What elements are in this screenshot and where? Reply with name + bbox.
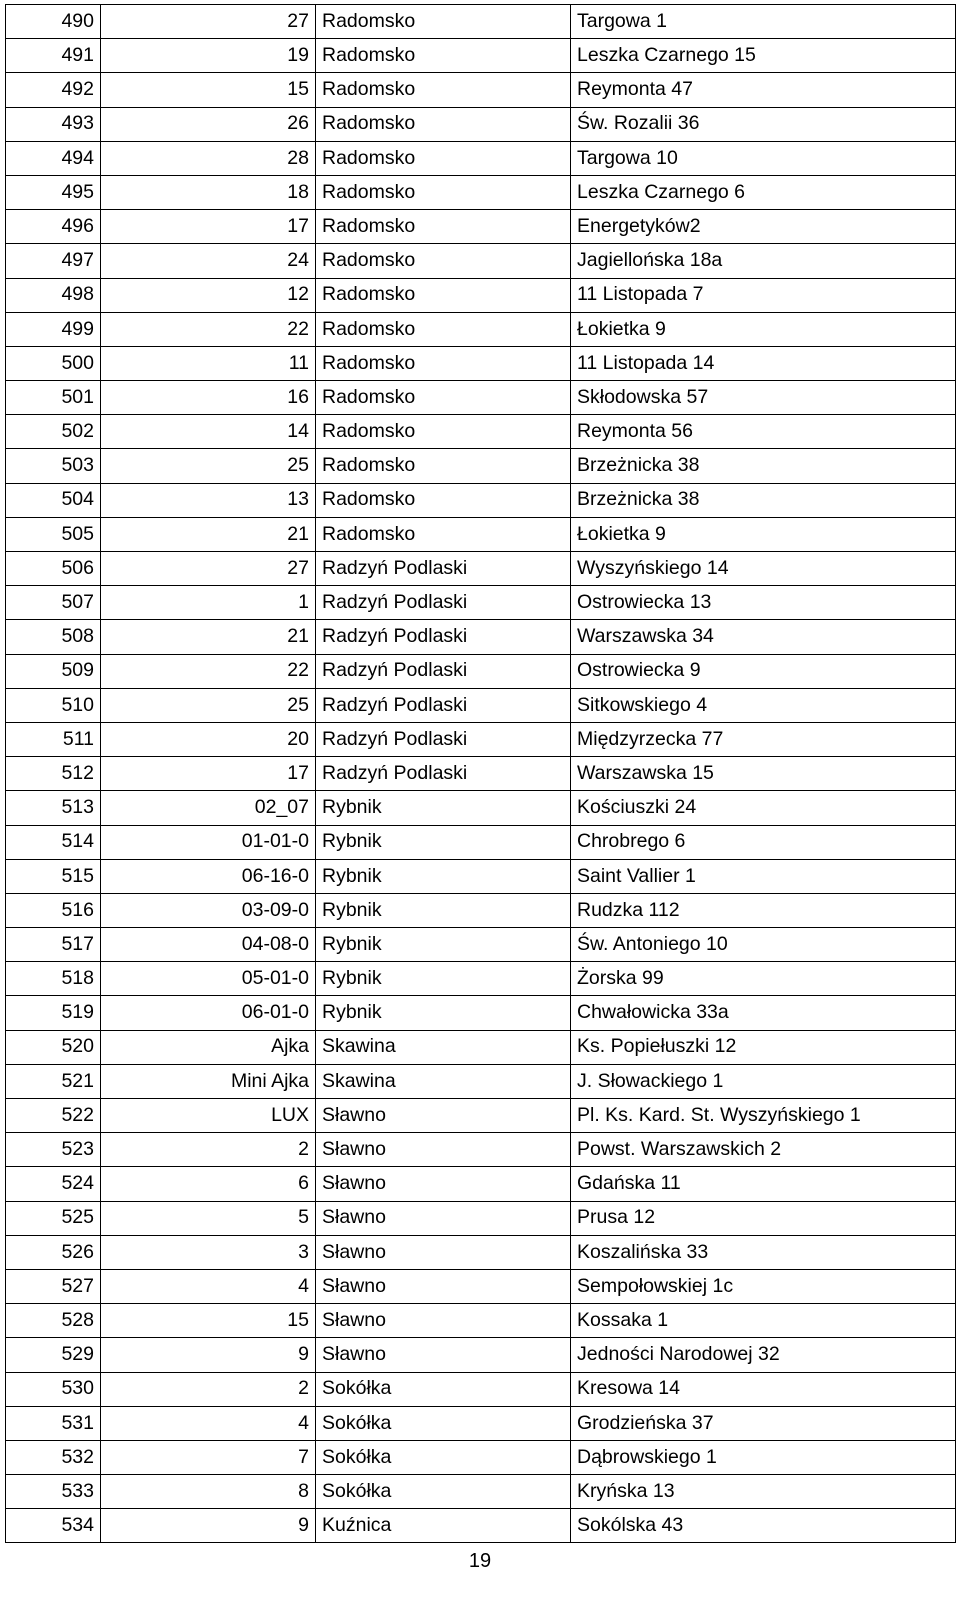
cell-lp: 530 xyxy=(6,1372,101,1406)
cell-lp: 526 xyxy=(6,1235,101,1269)
cell-lp: 499 xyxy=(6,312,101,346)
cell-code: 2 xyxy=(101,1372,316,1406)
table-row xyxy=(6,757,956,791)
table-row xyxy=(6,1030,956,1064)
cell-lp: 507 xyxy=(6,586,101,620)
cell-city: Skawina xyxy=(316,1064,571,1098)
table-row xyxy=(6,552,956,586)
table-row xyxy=(6,654,956,688)
cell-city: Radomsko xyxy=(316,415,571,449)
table-row xyxy=(6,962,956,996)
cell-address: Chwałowicka 33a xyxy=(571,996,956,1030)
table-row xyxy=(6,73,956,107)
cell-city: Radomsko xyxy=(316,175,571,209)
cell-city: Sławno xyxy=(316,1338,571,1372)
cell-code: 21 xyxy=(101,620,316,654)
cell-address: Targowa 1 xyxy=(571,5,956,39)
cell-lp: 492 xyxy=(6,73,101,107)
cell-code: 25 xyxy=(101,449,316,483)
cell-address: Św. Rozalii 36 xyxy=(571,107,956,141)
cell-code: 4 xyxy=(101,1269,316,1303)
cell-code: 06-01-0 xyxy=(101,996,316,1030)
cell-city: Rybnik xyxy=(316,996,571,1030)
cell-lp: 491 xyxy=(6,39,101,73)
table-row xyxy=(6,1099,956,1133)
page-number: 19 xyxy=(468,1550,492,1572)
cell-lp: 506 xyxy=(6,552,101,586)
cell-address: Warszawska 34 xyxy=(571,620,956,654)
cell-lp: 518 xyxy=(6,962,101,996)
cell-address: Prusa 12 xyxy=(571,1201,956,1235)
table-row xyxy=(6,1304,956,1338)
cell-address: Reymonta 56 xyxy=(571,415,956,449)
cell-city: Sławno xyxy=(316,1269,571,1303)
cell-code: 22 xyxy=(101,654,316,688)
cell-code: 9 xyxy=(101,1338,316,1372)
cell-lp: 517 xyxy=(6,928,101,962)
table-row xyxy=(6,859,956,893)
cell-code: 26 xyxy=(101,107,316,141)
cell-address: 11 Listopada 7 xyxy=(571,278,956,312)
cell-city: Sławno xyxy=(316,1304,571,1338)
cell-lp: 502 xyxy=(6,415,101,449)
table-row xyxy=(6,141,956,175)
cell-code: 7 xyxy=(101,1440,316,1474)
cell-lp: 511 xyxy=(6,722,101,756)
cell-code: Mini Ajka xyxy=(101,1064,316,1098)
cell-city: Radzyń Podlaski xyxy=(316,722,571,756)
cell-city: Sławno xyxy=(316,1167,571,1201)
cell-city: Radzyń Podlaski xyxy=(316,688,571,722)
cell-address: Rudzka 112 xyxy=(571,893,956,927)
cell-address: Łokietka 9 xyxy=(571,517,956,551)
cell-lp: 521 xyxy=(6,1064,101,1098)
cell-city: Radomsko xyxy=(316,39,571,73)
table-row xyxy=(6,210,956,244)
cell-code: 02_07 xyxy=(101,791,316,825)
cell-code: 2 xyxy=(101,1133,316,1167)
table-row xyxy=(6,1475,956,1509)
cell-city: Radomsko xyxy=(316,449,571,483)
cell-address: Kossaka 1 xyxy=(571,1304,956,1338)
cell-city: Radzyń Podlaski xyxy=(316,654,571,688)
cell-lp: 501 xyxy=(6,381,101,415)
cell-address: Skłodowska 57 xyxy=(571,381,956,415)
cell-code: 4 xyxy=(101,1406,316,1440)
cell-address: Chrobrego 6 xyxy=(571,825,956,859)
table-row xyxy=(6,107,956,141)
cell-lp: 510 xyxy=(6,688,101,722)
cell-code: 1 xyxy=(101,586,316,620)
table-row xyxy=(6,825,956,859)
cell-lp: 520 xyxy=(6,1030,101,1064)
cell-lp: 500 xyxy=(6,346,101,380)
cell-lp: 525 xyxy=(6,1201,101,1235)
cell-address: Sitkowskiego 4 xyxy=(571,688,956,722)
cell-code: 15 xyxy=(101,1304,316,1338)
cell-city: Skawina xyxy=(316,1030,571,1064)
table-row xyxy=(6,415,956,449)
cell-address: Międzyrzecka 77 xyxy=(571,722,956,756)
cell-city: Rybnik xyxy=(316,825,571,859)
cell-lp: 493 xyxy=(6,107,101,141)
cell-lp: 533 xyxy=(6,1475,101,1509)
cell-city: Kuźnica xyxy=(316,1509,571,1543)
cell-address: Leszka Czarnego 15 xyxy=(571,39,956,73)
table-row xyxy=(6,688,956,722)
cell-city: Sławno xyxy=(316,1099,571,1133)
cell-code: 03-09-0 xyxy=(101,893,316,927)
cell-lp: 503 xyxy=(6,449,101,483)
table-row xyxy=(6,722,956,756)
cell-lp: 532 xyxy=(6,1440,101,1474)
cell-address: Ostrowiecka 13 xyxy=(571,586,956,620)
cell-city: Radomsko xyxy=(316,73,571,107)
cell-city: Radzyń Podlaski xyxy=(316,586,571,620)
cell-lp: 519 xyxy=(6,996,101,1030)
table-row xyxy=(6,449,956,483)
table-row xyxy=(6,483,956,517)
cell-address: Gdańska 11 xyxy=(571,1167,956,1201)
cell-lp: 505 xyxy=(6,517,101,551)
cell-lp: 490 xyxy=(6,5,101,39)
table-row xyxy=(6,1167,956,1201)
table-row xyxy=(6,1440,956,1474)
cell-code: 01-01-0 xyxy=(101,825,316,859)
cell-city: Sławno xyxy=(316,1235,571,1269)
cell-address: Brzeżnicka 38 xyxy=(571,483,956,517)
cell-lp: 528 xyxy=(6,1304,101,1338)
table-row xyxy=(6,1338,956,1372)
cell-code: 9 xyxy=(101,1509,316,1543)
cell-lp: 509 xyxy=(6,654,101,688)
cell-lp: 516 xyxy=(6,893,101,927)
cell-code: 15 xyxy=(101,73,316,107)
cell-code: 13 xyxy=(101,483,316,517)
cell-lp: 495 xyxy=(6,175,101,209)
cell-address: Kościuszki 24 xyxy=(571,791,956,825)
cell-lp: 512 xyxy=(6,757,101,791)
cell-address: Ks. Popiełuszki 12 xyxy=(571,1030,956,1064)
cell-address: Żorska 99 xyxy=(571,962,956,996)
table-row xyxy=(6,278,956,312)
cell-city: Radomsko xyxy=(316,278,571,312)
cell-code: 11 xyxy=(101,346,316,380)
table-row xyxy=(6,1064,956,1098)
table-row xyxy=(6,175,956,209)
cell-city: Radomsko xyxy=(316,312,571,346)
cell-address: Energetyków2 xyxy=(571,210,956,244)
cell-lp: 504 xyxy=(6,483,101,517)
cell-lp: 497 xyxy=(6,244,101,278)
cell-city: Radomsko xyxy=(316,517,571,551)
locations-table xyxy=(5,4,956,1543)
cell-code: 27 xyxy=(101,5,316,39)
table-row xyxy=(6,39,956,73)
cell-lp: 531 xyxy=(6,1406,101,1440)
table-row xyxy=(6,893,956,927)
cell-city: Sławno xyxy=(316,1201,571,1235)
cell-address: Brzeżnicka 38 xyxy=(571,449,956,483)
cell-address: Targowa 10 xyxy=(571,141,956,175)
cell-city: Rybnik xyxy=(316,893,571,927)
table-body xyxy=(6,5,956,1543)
cell-code: 8 xyxy=(101,1475,316,1509)
table-row xyxy=(6,620,956,654)
cell-code: 27 xyxy=(101,552,316,586)
table-row xyxy=(6,1372,956,1406)
cell-code: 05-01-0 xyxy=(101,962,316,996)
cell-address: Powst. Warszawskich 2 xyxy=(571,1133,956,1167)
cell-code: 24 xyxy=(101,244,316,278)
cell-city: Sokółka xyxy=(316,1475,571,1509)
cell-lp: 534 xyxy=(6,1509,101,1543)
cell-code: 04-08-0 xyxy=(101,928,316,962)
cell-code: LUX xyxy=(101,1099,316,1133)
cell-city: Radomsko xyxy=(316,141,571,175)
cell-address: Kresowa 14 xyxy=(571,1372,956,1406)
table-row xyxy=(6,586,956,620)
cell-address: Sempołowskiej 1c xyxy=(571,1269,956,1303)
cell-city: Sokółka xyxy=(316,1372,571,1406)
cell-address: Pl. Ks. Kard. St. Wyszyńskiego 1 xyxy=(571,1099,956,1133)
cell-lp: 527 xyxy=(6,1269,101,1303)
cell-city: Sławno xyxy=(316,1133,571,1167)
cell-address: Warszawska 15 xyxy=(571,757,956,791)
cell-city: Radzyń Podlaski xyxy=(316,757,571,791)
cell-city: Rybnik xyxy=(316,791,571,825)
cell-lp: 513 xyxy=(6,791,101,825)
cell-code: 21 xyxy=(101,517,316,551)
cell-city: Radomsko xyxy=(316,107,571,141)
cell-code: 16 xyxy=(101,381,316,415)
cell-city: Sokółka xyxy=(316,1406,571,1440)
cell-address: Łokietka 9 xyxy=(571,312,956,346)
cell-code: 20 xyxy=(101,722,316,756)
cell-lp: 498 xyxy=(6,278,101,312)
cell-code: 5 xyxy=(101,1201,316,1235)
cell-code: 17 xyxy=(101,757,316,791)
cell-city: Radzyń Podlaski xyxy=(316,552,571,586)
cell-lp: 515 xyxy=(6,859,101,893)
table-row xyxy=(6,1201,956,1235)
table-row xyxy=(6,244,956,278)
cell-code: 19 xyxy=(101,39,316,73)
cell-city: Sokółka xyxy=(316,1440,571,1474)
table-row xyxy=(6,1406,956,1440)
cell-city: Radomsko xyxy=(316,346,571,380)
table-row xyxy=(6,928,956,962)
cell-city: Radomsko xyxy=(316,210,571,244)
cell-city: Rybnik xyxy=(316,859,571,893)
cell-address: Reymonta 47 xyxy=(571,73,956,107)
cell-code: Ajka xyxy=(101,1030,316,1064)
cell-code: 25 xyxy=(101,688,316,722)
cell-city: Radzyń Podlaski xyxy=(316,620,571,654)
cell-city: Radomsko xyxy=(316,5,571,39)
table-row xyxy=(6,1133,956,1167)
table-row xyxy=(6,996,956,1030)
cell-lp: 523 xyxy=(6,1133,101,1167)
cell-code: 06-16-0 xyxy=(101,859,316,893)
cell-address: Leszka Czarnego 6 xyxy=(571,175,956,209)
cell-code: 3 xyxy=(101,1235,316,1269)
table-row xyxy=(6,5,956,39)
cell-city: Rybnik xyxy=(316,962,571,996)
table-row xyxy=(6,791,956,825)
cell-code: 17 xyxy=(101,210,316,244)
cell-city: Radomsko xyxy=(316,381,571,415)
cell-lp: 529 xyxy=(6,1338,101,1372)
cell-lp: 522 xyxy=(6,1099,101,1133)
cell-lp: 514 xyxy=(6,825,101,859)
cell-code: 14 xyxy=(101,415,316,449)
cell-address: 11 Listopada 14 xyxy=(571,346,956,380)
cell-address: Kryńska 13 xyxy=(571,1475,956,1509)
cell-code: 28 xyxy=(101,141,316,175)
table-row xyxy=(6,1269,956,1303)
cell-city: Radomsko xyxy=(316,244,571,278)
table-row xyxy=(6,312,956,346)
cell-city: Rybnik xyxy=(316,928,571,962)
table-row xyxy=(6,1235,956,1269)
cell-address: Dąbrowskiego 1 xyxy=(571,1440,956,1474)
table-row xyxy=(6,381,956,415)
cell-code: 18 xyxy=(101,175,316,209)
table-row xyxy=(6,1509,956,1543)
cell-address: Ostrowiecka 9 xyxy=(571,654,956,688)
cell-code: 6 xyxy=(101,1167,316,1201)
cell-address: Jagiellońska 18a xyxy=(571,244,956,278)
cell-address: Koszalińska 33 xyxy=(571,1235,956,1269)
cell-city: Radomsko xyxy=(316,483,571,517)
cell-address: Saint Vallier 1 xyxy=(571,859,956,893)
cell-lp: 496 xyxy=(6,210,101,244)
cell-address: Jedności Narodowej 32 xyxy=(571,1338,956,1372)
cell-address: Grodzieńska 37 xyxy=(571,1406,956,1440)
cell-address: Św. Antoniego 10 xyxy=(571,928,956,962)
table-row xyxy=(6,346,956,380)
cell-code: 12 xyxy=(101,278,316,312)
cell-lp: 524 xyxy=(6,1167,101,1201)
table-row xyxy=(6,517,956,551)
cell-address: J. Słowackiego 1 xyxy=(571,1064,956,1098)
cell-code: 22 xyxy=(101,312,316,346)
cell-lp: 508 xyxy=(6,620,101,654)
cell-address: Sokólska 43 xyxy=(571,1509,956,1543)
cell-lp: 494 xyxy=(6,141,101,175)
cell-address: Wyszyńskiego 14 xyxy=(571,552,956,586)
